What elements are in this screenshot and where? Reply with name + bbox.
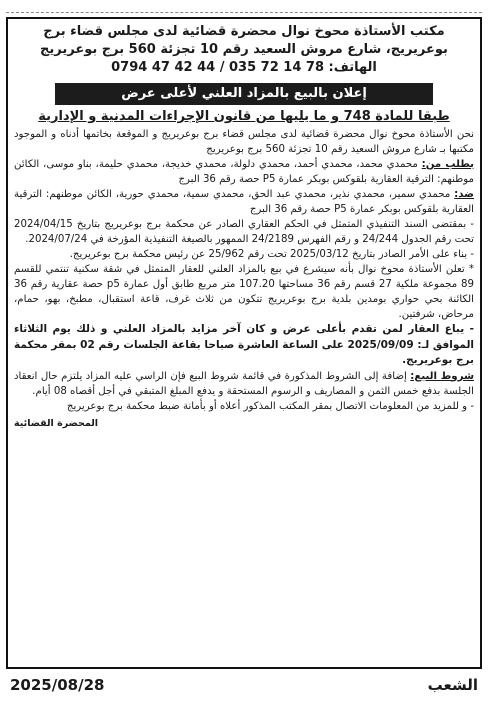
announcement-frame <box>6 17 482 669</box>
requesters-paragraph <box>14 157 474 187</box>
property-notice-paragraph: * تعلن الأستاذة محوخ نوال بأنه سيشرع في بيع بالمزاد العلني للعقار المتمثل في شقة سكنية تنتمي للقسم 89 مجموعة ملكية 27 قسم رقم 36 مساحتها 107.20 متر مربع طابق أول عمارة p5 حصة عقارية رقم 36 الكائنة بحي حواري بومدين بلدية برج بوعريريج تتكون من ثلاث غرف، قاعة استقبال، مطبخ، بهو، حمام، مرحاض، شرفتين. <box>14 264 474 320</box>
defendants-text: محمدي سمير، محمدي نذير، محمدي عبد الحق، محمدي سمية، محمدي حورية، الكائن موطنهم: الترقية العقارية بلقوكس بوبكر عمارة P5 حصة رقم 36 البرج <box>14 189 474 215</box>
clipped-previous-article <box>6 2 482 13</box>
bailiff-signature: المحضرة القضائية <box>14 417 99 429</box>
office-address: بوعريريج، شارع مروش السعيد رقم 10 تجزئة 560 برج بوعريريج <box>40 42 448 57</box>
requesters-label: بطلب من: <box>421 159 474 170</box>
conditions-text: إضافة إلى الشروط المذكورة في قائمة شروط البيع فإن الراسي عليه المزاد يلتزم حال انعقاد الجلسة بدفع خمس الثمن و المصاريف و الرسوم المستحقة و يدفع المبلغ المتبقي في أجل أقصاه 08 أيام. <box>14 370 474 397</box>
announcement-title: إعلان بالبيع بالمزاد العلني لأعلى عرض <box>55 83 432 105</box>
newspaper-name: الشعب <box>427 676 478 694</box>
office-header <box>14 23 474 77</box>
contact-info-paragraph: - و للمزيد من المعلومات الاتصال بمقر المكتب المذكور أعلاه أو بأمانة ضبط محكمة برج بوعريريج <box>66 400 474 412</box>
defendants-label: ضد: <box>454 189 474 200</box>
publication-date: 2025/08/28 <box>10 676 105 694</box>
requesters-text: محمدي محمد، محمدي أحمد، محمدي دلولة، محمدي خديجة، محمدي حليمة، بناو موسى، الكائن موطنهم: الترقية العقارية بلقوكس بوبكر عمارة P5 حصة رقم 36 البرج <box>14 159 474 185</box>
intro-paragraph: نحن الأستاذة محوخ نوال محضرة قضائية لدى مجلس قضاء برج بوعريريج و الموقعة بخاتمها أدناه و الموجود مكتبها بـ شارع مروش السعيد رقم 10 تجزئة 560 برج بوعريريج <box>14 129 474 155</box>
court-order-paragraph: - بناء على الأمر الصادر بتاريخ 2025/03/12 تحت رقم 25/962 عن رئيس محكمة برج بوعريريج. <box>69 249 474 260</box>
office-name: مكتب الأستاذة محوخ نوال محضرة قضائية لدى مجلس قضاء برج <box>43 24 445 39</box>
execution-title-paragraph: - بمقتضى السند التنفيذي المتمثل في الحكم العقاري الصادر عن محكمة برج بوعريريج بتاريخ 2024/04/15 تحت رقم الجدول 24/244 و رقم الفهرس 24/2189 الممهور بالصيغة التنفيذية المؤرخة في 2024/07/24. <box>14 219 474 245</box>
publication-footer <box>6 669 482 697</box>
sale-date-paragraph: - يباع العقار لمن تقدم بأعلى عرض و كان آخر مزايد بالمزاد العلني و ذلك يوم الثلاثاء الموافق لـ: 2025/09/09 على الساعة العاشرة صباحا بقاعة الجلسات رقم 02 بمقر محكمة برج بوعريريج. <box>14 323 474 366</box>
announcement-body <box>14 127 474 431</box>
office-phone: الهاتف: 78 14 72 035 / 44 42 47 0794 <box>111 60 377 75</box>
conditions-paragraph <box>14 369 474 399</box>
legal-reference: طبقا للمادة 748 و ما يليها من قانون الإجراءات المدنية و الإدارية <box>38 109 450 124</box>
defendants-paragraph <box>14 187 474 217</box>
conditions-label: شروط البيع: <box>410 370 474 382</box>
